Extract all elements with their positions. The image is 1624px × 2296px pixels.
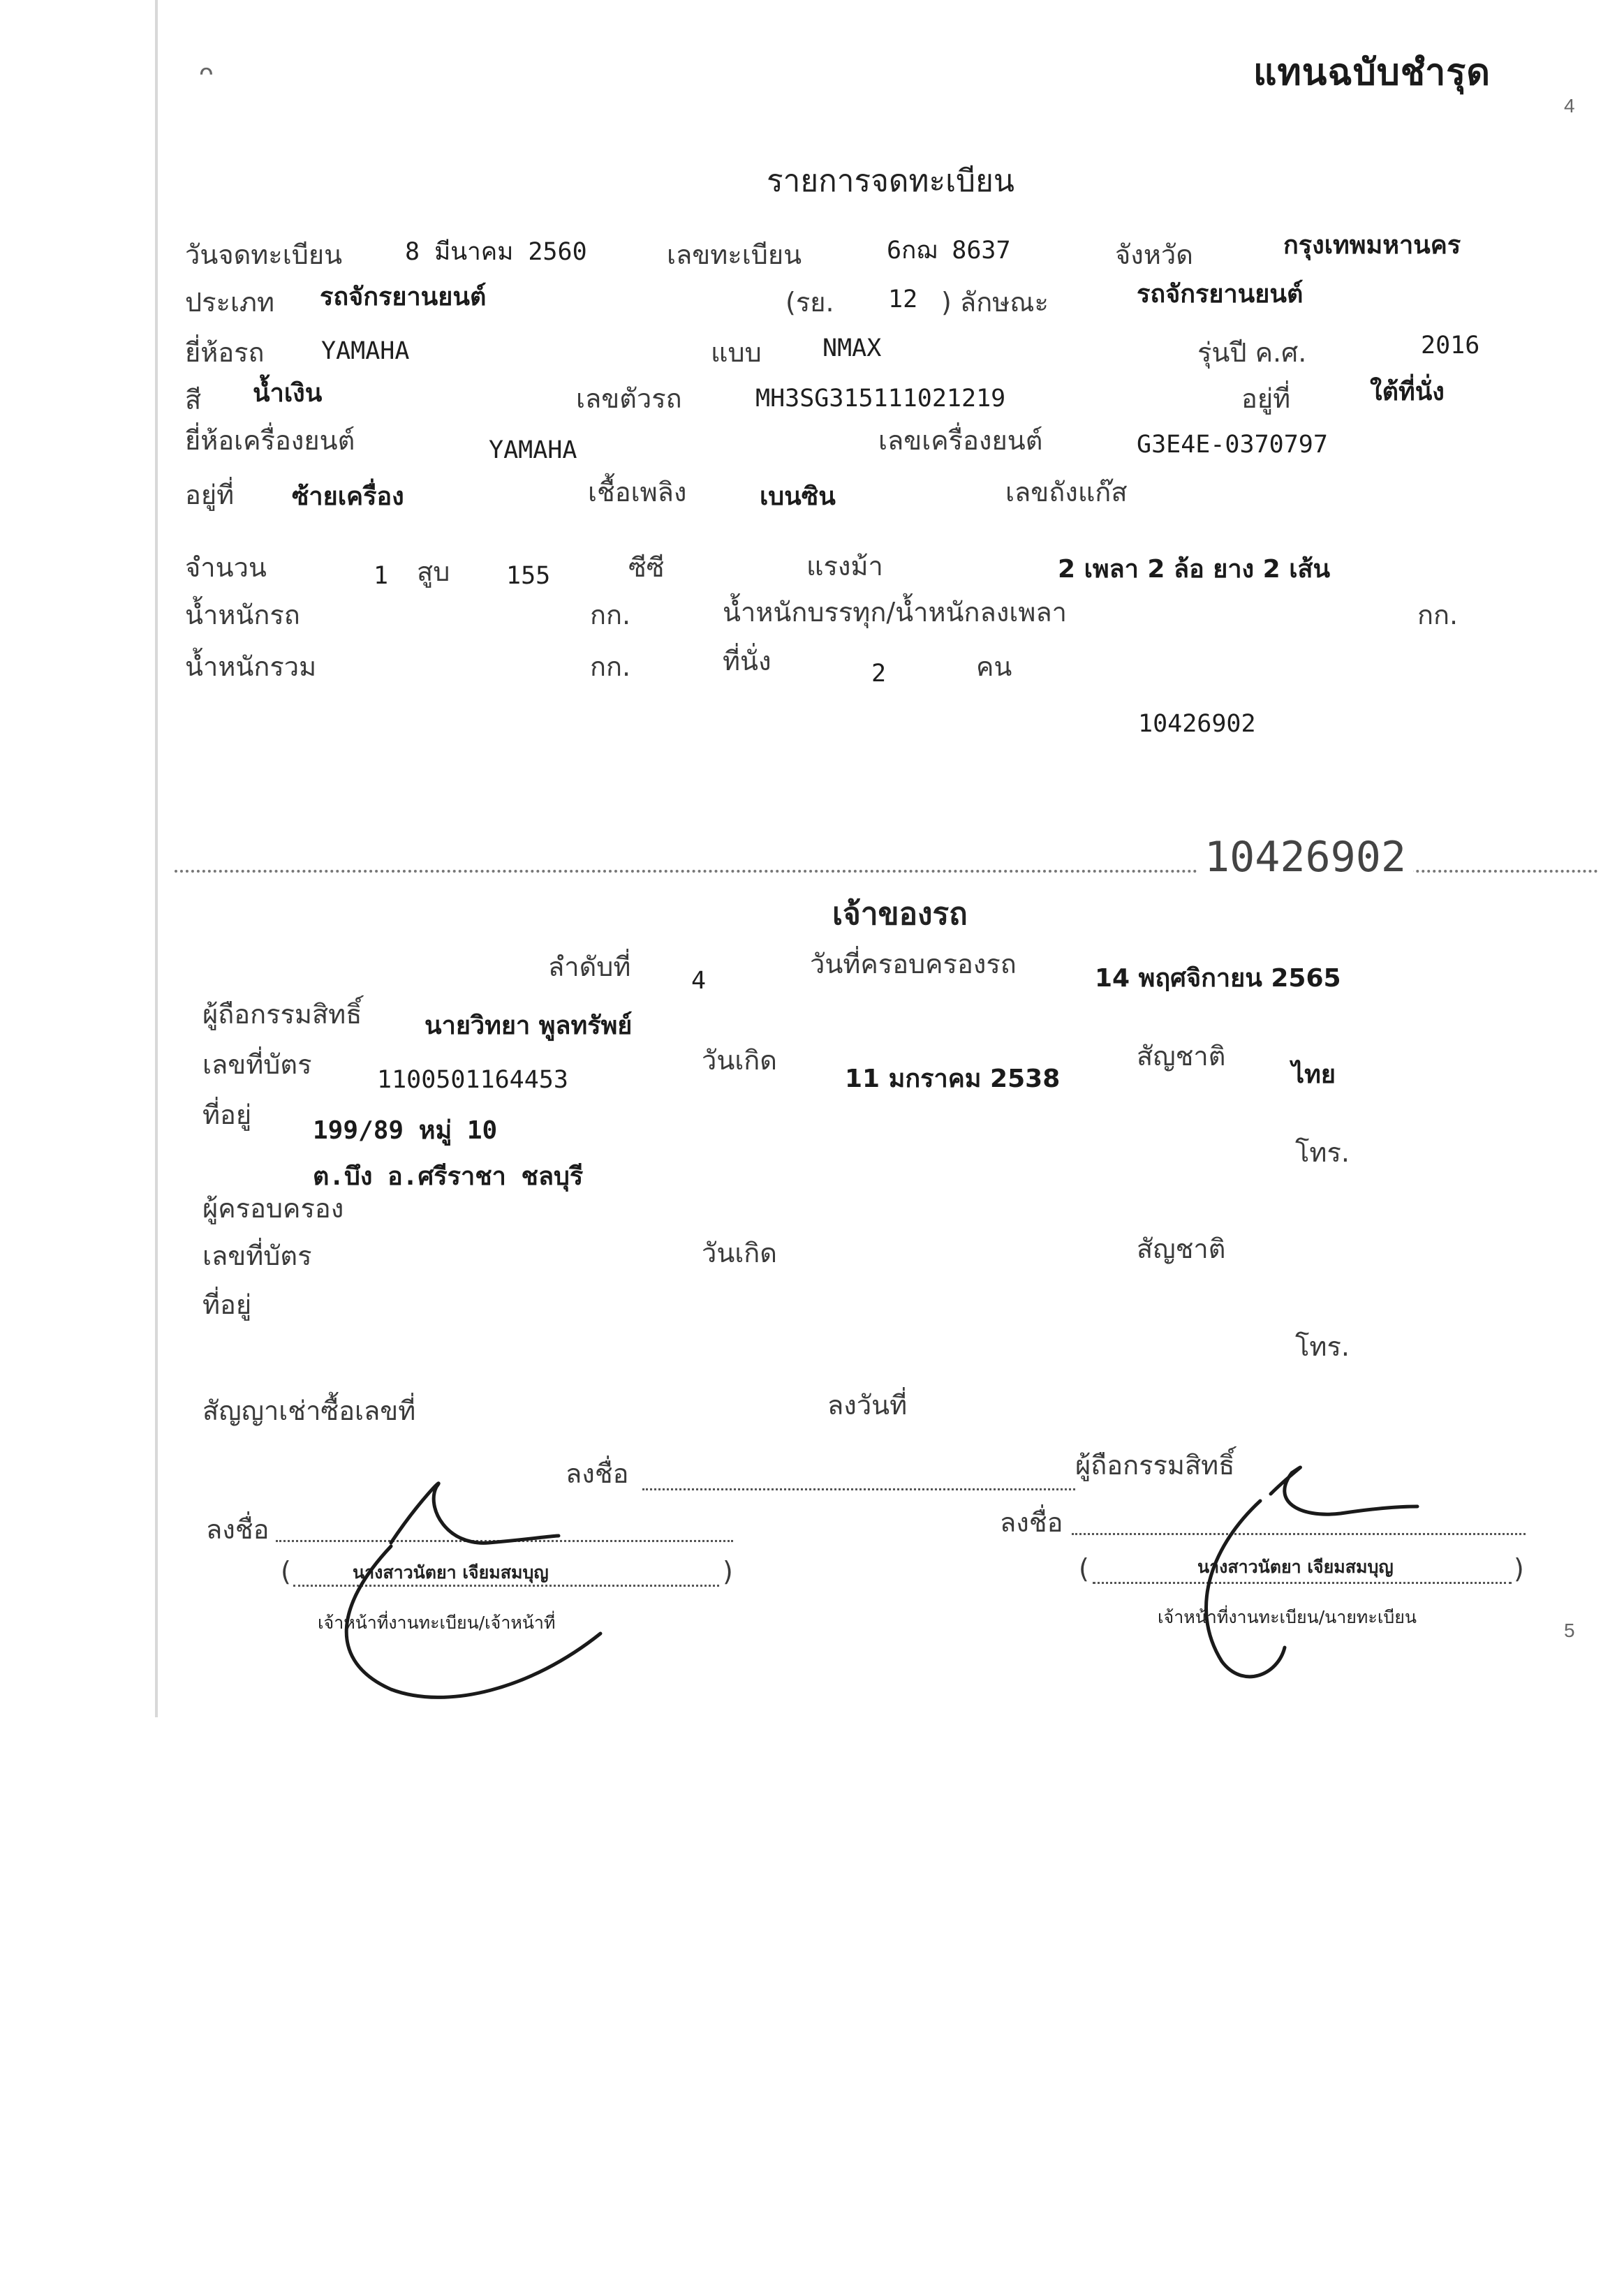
- total-weight-label: น้ำหนักรวม: [185, 651, 317, 682]
- page-number-top: 4: [1564, 95, 1575, 117]
- id-card-value: 1100501164453: [377, 1066, 568, 1094]
- kg-unit-2: กก.: [1417, 600, 1459, 630]
- registrar-name: นางสาวนัตยา เจียมสมบุญ: [1197, 1557, 1394, 1577]
- engine-no-label: เลขเครื่องยนต์: [878, 425, 1043, 456]
- possessor-id-label: เลขที่บัตร: [202, 1240, 312, 1271]
- plate-value: 6กฌ 8637: [887, 237, 1011, 265]
- kg-unit-3: กก.: [590, 651, 631, 682]
- chassis-loc-value: ใต้ที่นั่ง: [1370, 378, 1445, 406]
- province-label: จังหวัด: [1115, 239, 1193, 270]
- address-line-1: 199/89 หมู่ 10: [313, 1116, 498, 1145]
- possessor-nationality-label: สัญชาติ: [1137, 1234, 1226, 1264]
- persons-label: คน: [976, 651, 1012, 682]
- ry-value: 12: [888, 286, 918, 313]
- holder-sign-label: ลงชื่อ: [566, 1458, 629, 1489]
- page-number-side: 5: [1564, 1620, 1575, 1641]
- model-label: แบบ: [711, 337, 762, 368]
- load-weight-label: น้ำหนักบรรทุก/น้ำหนักลงเพลา: [723, 597, 1067, 628]
- brand-value: YAMAHA: [321, 337, 410, 365]
- style-label: ) ลักษณะ: [941, 287, 1049, 318]
- replacement-stamp: แทนฉบับชำรุด: [1253, 52, 1491, 94]
- holder-sign-role: ผู้ถือกรรมสิทธิ์: [1075, 1450, 1235, 1481]
- dob-value: 11 มกราคม 2538: [845, 1065, 1061, 1093]
- engine-brand-value: YAMAHA: [489, 436, 577, 464]
- nationality-label: สัญชาติ: [1137, 1041, 1226, 1072]
- chassis-loc-label: อยู่ที่: [1241, 383, 1291, 414]
- contract-date-label: ลงวันที่: [827, 1390, 908, 1421]
- fuel-value: เบนซิน: [760, 482, 836, 511]
- dob-label: วันเกิด: [702, 1045, 777, 1076]
- lease-contract-label: สัญญาเช่าซื้อเลขที่: [202, 1395, 416, 1426]
- owner-title: เจ้าของรถ: [832, 896, 968, 932]
- engine-loc-label: อยู่ที่: [185, 480, 235, 510]
- cylinder-count-value: 1: [374, 562, 389, 590]
- possession-date-label: วันที่ครอบครองรถ: [810, 949, 1017, 979]
- document-serial-large: 10426902: [1197, 836, 1413, 878]
- seats-label: ที่นั่ง: [723, 646, 772, 676]
- engine-brand-label: ยี่ห้อเครื่องยนต์: [185, 425, 355, 456]
- axle-wheel-tire-text: 2 เพลา 2 ล้อ ยาง 2 เส้น: [1058, 555, 1331, 584]
- gas-tank-label: เลขถังแก๊ส: [1005, 477, 1128, 508]
- cc-value: 155: [506, 562, 551, 590]
- style-value: รถจักรยานยนต์: [1137, 280, 1304, 309]
- telephone-label: โทร.: [1295, 1137, 1350, 1168]
- corner-mark: ᴖ: [199, 59, 214, 87]
- officer-signature-icon: [346, 1483, 600, 1698]
- color-label: สี: [185, 385, 202, 415]
- model-year-value: 2016: [1421, 332, 1480, 360]
- engine-loc-value: ซ้ายเครื่อง: [292, 482, 404, 511]
- vehicle-weight-label: น้ำหนักรถ: [185, 600, 300, 630]
- type-value: รถจักรยานยนต์: [320, 283, 487, 311]
- reg-date-value: 8 มีนาคม 2560: [405, 238, 587, 266]
- possessor-label: ผู้ครอบครอง: [202, 1193, 344, 1224]
- brand-label: ยี่ห้อรถ: [185, 337, 265, 368]
- reg-date-label: วันจดทะเบียน: [185, 239, 343, 270]
- registrar-name-close: ): [1514, 1553, 1524, 1584]
- registrar-signature-icon: [1206, 1467, 1417, 1677]
- registration-title: รายการจดทะเบียน: [767, 163, 1014, 199]
- model-value: NMAX: [822, 334, 882, 362]
- chassis-label: เลขตัวรถ: [576, 383, 682, 414]
- engine-no-value: G3E4E-0370797: [1137, 431, 1328, 459]
- horsepower-label: แรงม้า: [806, 551, 883, 582]
- color-value: น้ำเงิน: [253, 379, 323, 408]
- officer-title: เจ้าหน้าที่งานทะเบียน/เจ้าหน้าที่: [318, 1613, 556, 1633]
- model-year-label: รุ่นปี ค.ศ.: [1197, 337, 1307, 368]
- fuel-label: เชื้อเพลิง: [588, 477, 687, 508]
- address-line-2: ต.บึง อ.ศรีราชา ชลบุรี: [313, 1162, 584, 1191]
- plate-label: เลขทะเบียน: [667, 239, 802, 270]
- officer-sign-label: ลงชื่อ: [206, 1514, 270, 1545]
- possessor-address-label: ที่อยู่: [202, 1289, 252, 1320]
- ry-label: (รย.: [785, 287, 834, 318]
- cylinder-count-label: จำนวน: [185, 552, 267, 583]
- kg-unit-1: กก.: [590, 600, 631, 630]
- registrar-sign-label: ลงชื่อ: [1000, 1507, 1063, 1538]
- officer-name-open: (: [281, 1556, 291, 1587]
- nationality-value: ไทย: [1292, 1060, 1336, 1089]
- document-serial: 10426902: [1138, 710, 1256, 738]
- possessor-dob-label: วันเกิด: [702, 1238, 777, 1268]
- sequence-label: ลำดับที่: [548, 951, 631, 982]
- sequence-value: 4: [691, 967, 707, 995]
- holder-value: นายวิทยา พูลทรัพย์: [425, 1012, 633, 1040]
- officer-name: นางสาวนัตยา เจียมสมบุญ: [353, 1562, 549, 1583]
- officer-name-close: ): [723, 1556, 733, 1587]
- province-value: กรุงเทพมหานคร: [1283, 231, 1461, 260]
- cc-label: ซีซี: [628, 552, 665, 583]
- id-card-label: เลขที่บัตร: [202, 1049, 312, 1080]
- registrar-title: เจ้าหน้าที่งานทะเบียน/นายทะเบียน: [1158, 1607, 1417, 1627]
- possessor-telephone-label: โทร.: [1295, 1331, 1350, 1362]
- seats-value: 2: [871, 660, 887, 688]
- address-label: ที่อยู่: [202, 1099, 252, 1130]
- chassis-value: MH3SG315111021219: [755, 385, 1006, 413]
- holder-label: ผู้ถือกรรมสิทธิ์: [202, 999, 362, 1030]
- registrar-name-open: (: [1079, 1553, 1089, 1584]
- cylinder-label: สูบ: [417, 556, 450, 587]
- possession-date-value: 14 พฤศจิกายน 2565: [1095, 964, 1341, 993]
- type-label: ประเภท: [185, 287, 275, 318]
